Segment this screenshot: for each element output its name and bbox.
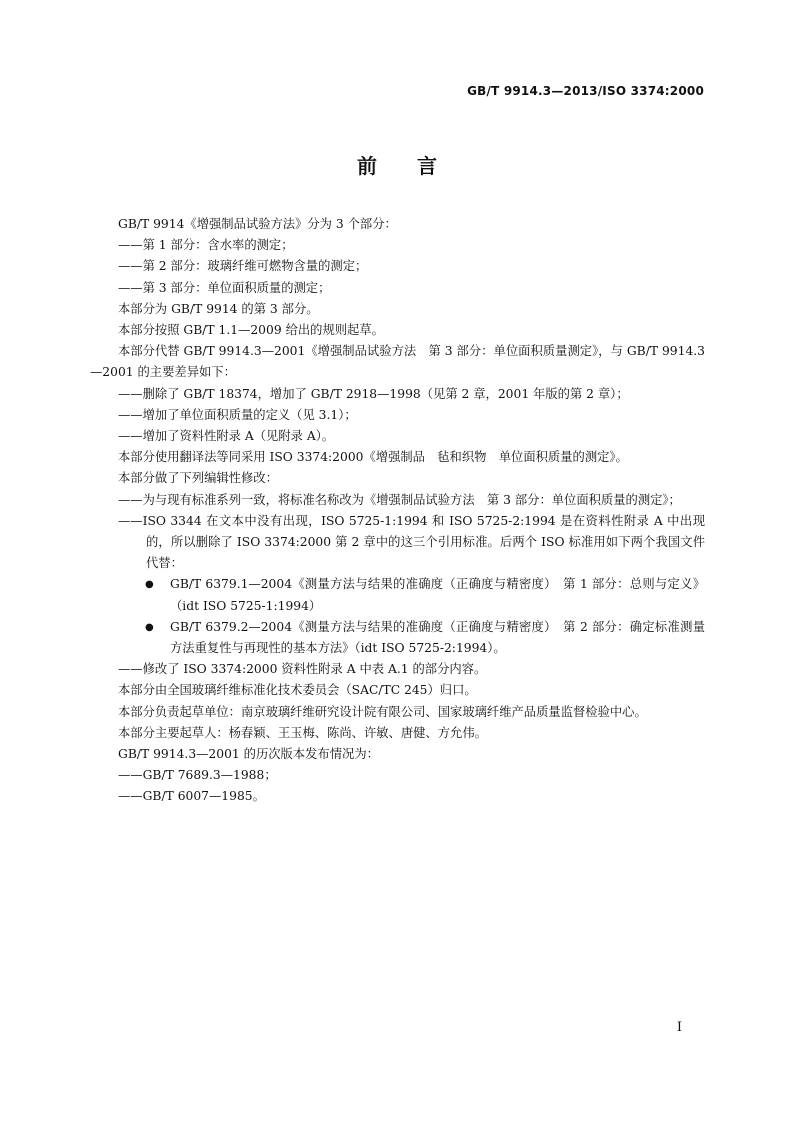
- list-item: ——修改了 ISO 3374:2000 资料性附录 A 中表 A.1 的部分内容。: [118, 662, 487, 677]
- paragraph: 本部分按照 GB/T 1.1—2009 给出的规则起草。: [118, 323, 384, 338]
- paragraph: 本部分为 GB/T 9914 的第 3 部分。: [118, 301, 319, 316]
- list-item: ——增加了资料性附录 A（见附录 A）。: [118, 429, 335, 444]
- list-item: ——第 2 部分：玻璃纤维可燃物含量的测定；: [118, 259, 368, 274]
- bullet-icon: ●: [145, 621, 154, 633]
- bullet-item: [90, 617, 705, 659]
- list-item: ——GB/T 6007—1985。: [118, 789, 265, 804]
- paragraph: GB/T 9914.3—2001 的历次版本发布情况为：: [118, 747, 379, 762]
- list-item: ——为与现有标准系列一致，将标准名称改为《增强制品试验方法 第 3 部分：单位面积质量的测定》；: [118, 492, 681, 507]
- paragraph: 本部分由全国玻璃纤维标准化技术委员会（SAC/TC 245）归口。: [118, 683, 477, 698]
- paragraph: 本部分主要起草人：杨春颖、王玉梅、陈尚、许敏、唐健、方允伟。: [118, 725, 487, 740]
- paragraph: 本部分负责起草单位：南京玻璃纤维研究设计院有限公司、国家玻璃纤维产品质量监督检验中心。: [118, 704, 647, 719]
- bullet-text: GB/T 6379.2—2004《测量方法与结果的准确度（正确度与精密度） 第 2 部分：确定标准测量方法重复性与再现性的基本方法》（idt ISO 5725-2:1994）。: [170, 619, 705, 656]
- bullet-item: [90, 574, 705, 616]
- list-item: ——增加了单位面积质量的定义（见 3.1）；: [118, 407, 357, 422]
- paragraph: 本部分代替 GB/T 9914.3—2001《增强制品试验方法 第 3 部分：单位面积质量测定》，与 GB/T 9914.3—2001 的主要差异如下：: [90, 344, 705, 380]
- page-number: I: [676, 1020, 682, 1035]
- standard-code: GB/T 9914.3—2013/ISO 3374:2000: [467, 84, 704, 98]
- list-item: ——第 1 部分：含水率的测定；: [118, 238, 294, 253]
- bullet-icon: ●: [145, 579, 154, 591]
- page-title: 前言: [357, 154, 477, 178]
- document-body: [90, 214, 705, 808]
- list-item: ——ISO 3344 在文本中没有出现，ISO 5725-1:1994 和 ISO 5725-2:1994 是在资料性附录 A 中出现的，所以删除了 ISO 3374:2000 第 2 章中的这三个引用标准。后两个 ISO 标准用如下两个我国文件代替：: [118, 513, 705, 571]
- list-item: ——GB/T 7689.3—1988；: [118, 768, 277, 783]
- paragraph: 本部分做了下列编辑性修改：: [118, 471, 278, 486]
- bullet-text: GB/T 6379.1—2004《测量方法与结果的准确度（正确度与精密度） 第 1 部分：总则与定义》（idt ISO 5725-1:1994）: [170, 577, 705, 613]
- list-item: ——第 3 部分：单位面积质量的测定；: [118, 280, 331, 295]
- paragraph: GB/T 9914《增强制品试验方法》分为 3 个部分：: [118, 217, 397, 231]
- paragraph: 本部分使用翻译法等同采用 ISO 3374:2000《增强制品 毡和织物 单位面积质量的测定》。: [118, 450, 628, 465]
- list-item: ——删除了 GB/T 18374，增加了 GB/T 2918—1998（见第 2 章，2001 年版的第 2 章）；: [118, 386, 629, 401]
